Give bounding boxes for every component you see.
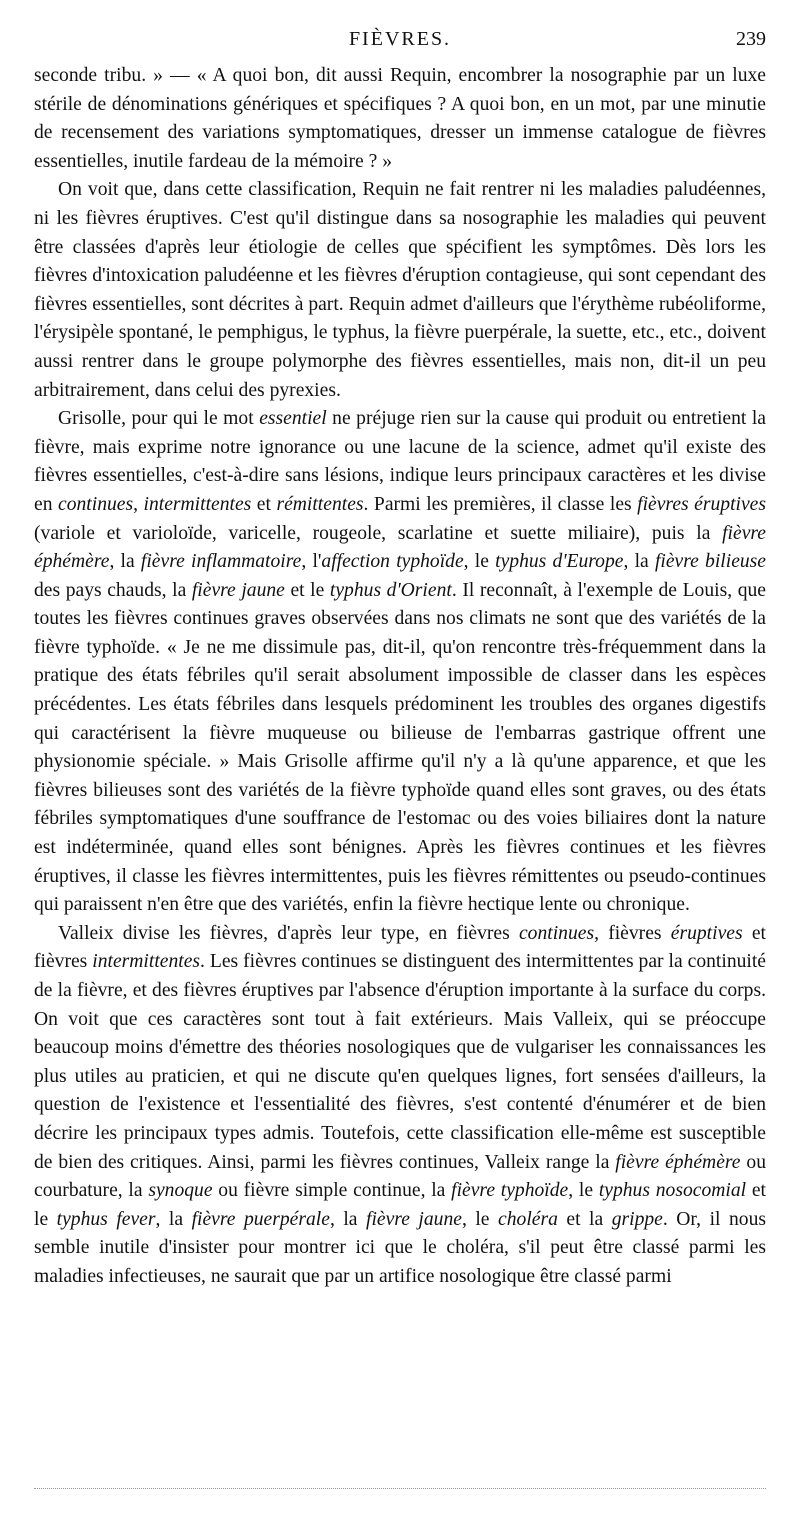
paragraph	[34, 62, 766, 176]
italic-text: fièvre jaune	[191, 579, 285, 601]
italic-text: fièvre inflammatoire	[140, 551, 302, 573]
italic-text: intermittentes	[143, 493, 252, 515]
italic-text: continues	[58, 493, 134, 515]
italic-text: intermittentes	[92, 951, 201, 973]
italic-text: fièvre jaune	[366, 1208, 462, 1230]
italic-text: synoque	[148, 1180, 213, 1202]
italic-text: fièvre éphémère	[34, 522, 766, 573]
text-run: des pays chauds, la	[34, 579, 192, 601]
text-run: , le	[568, 1180, 599, 1202]
italic-text: rémittentes	[276, 493, 364, 515]
text-run: . Il reconnaît, à l'exemple de Louis, que toutes les fièvres continues graves observées dans nos climats ne sont que des variétés de la fièvre typhoïde. « Je ne me dissimule pas, dit-il, qu'on rencontre très-fréquemment dans la pratique des états fébriles qu'il serait absolument impossible de classer dans les espèces précédentes. Les états fébriles dans lesquels prédominent les troubles des organes digestifs qui caractérisent la fièvre muqueuse ou bilieuse de l'embarras gastrique offrent une physionomie spéciale. » Mais Grisolle affirme qu'il n'y a là qu'une apparence, et que les fièvres bilieuses sont des variétés de la fièvre typhoïde quand elles sont graves, ou des états fébriles symptomatiques d'une souffrance de l'estomac ou des voies biliaires dont la nature est indéterminée, quand elles sont bénignes. Après les fièvres continues et les fièvres éruptives, il classe les fièvres intermittentes, puis les fièvres rémittentes ou pseudo-continues qui paraissent n'en être que des variétés, enfin la fièvre hectique lente ou chronique.	[34, 579, 766, 916]
running-head	[34, 28, 766, 58]
italic-text: fièvre bilieuse	[654, 551, 767, 573]
text-run: , le	[463, 551, 496, 573]
italic-text: grippe	[611, 1208, 663, 1230]
text-run: , l'	[301, 551, 322, 573]
text-run: et	[251, 493, 277, 515]
italic-text: typhus d'Orient	[329, 579, 452, 601]
text-run: , la	[109, 551, 141, 573]
italic-text: typhus d'Europe	[495, 551, 624, 573]
paragraph	[34, 405, 766, 920]
italic-text: continues	[518, 922, 595, 944]
body-text	[34, 62, 766, 1292]
text-run: seconde tribu. » — « A quoi bon, dit aussi Requin, encombrer la nosographie par un luxe stérile de dénominations génériques et spécifiques ? A quoi bon, en un mot, par une minutie de recensement des variations symptomatiques, dresser un immense catalogue de fièvres essentielles, inutile fardeau de la mémoire ? »	[34, 65, 766, 172]
text-run: , la	[329, 1208, 367, 1230]
page-number: 239	[736, 28, 766, 50]
text-run: On voit que, dans cette classification, Requin ne fait rentrer ni les maladies paludéennes, ni les fièvres éruptives. C'est qu'il distingue dans sa nosographie les maladies qui peuvent être classées d'après leur étiologie de celles que spécifient les symptômes. Dès lors les fièvres d'intoxication paludéenne et les fièvres d'éruption contagieuse, qui sont cependant des fièvres essentielles, sont décrites à part. Requin admet d'ailleurs que l'érythème rubéoliforme, l'érysipèle spontané, le pemphigus, le typhus, la fièvre puerpérale, la suette, etc., etc., doivent aussi rentrer dans le groupe polymorphe des fièvres essentielles, mais non, dit-il un peu arbitrairement, dans celui des pyrexies.	[34, 179, 766, 401]
italic-text: typhus nosocomial	[598, 1180, 747, 1202]
italic-text: typhus fever	[56, 1208, 156, 1230]
text-run: ou courbature, la	[34, 1151, 766, 1202]
italic-text: éruptives	[670, 922, 743, 944]
italic-text: fièvres éruptives	[637, 493, 766, 515]
text-run: et le	[34, 1180, 766, 1230]
italic-text: essentiel	[259, 408, 327, 430]
paragraph	[34, 920, 766, 1292]
italic-text: fièvre puerpérale	[191, 1208, 330, 1230]
italic-text: affection typhoïde	[321, 551, 464, 573]
text-run: Grisolle, pour qui le mot	[58, 408, 260, 430]
footer-rule	[34, 1488, 766, 1489]
italic-text: fièvre éphémère	[615, 1151, 741, 1173]
text-run: . Les fièvres continues se distinguent des intermittentes par la continuité de la fièvre, et des fièvres éruptives par l'absence d'éruption importante à la surface du corps. On voit que ces caractères sont tout à fait extérieurs. Mais Valleix, qui se préoccupe beaucoup moins d'émettre des théories nosologiques que de vulgariser les connaissances les plus utiles au praticien, et qui ne discute qu'en quelques lignes, fort sensées d'ailleurs, la question de l'existence et l'essentialité des fièvres, s'est contenté d'énumérer et de bien décrire les principaux types admis. Toutefois, cette classification elle-même est susceptible de bien des critiques. Ainsi, parmi les fièvres continues, Valleix range la	[34, 951, 766, 1173]
paragraph	[34, 176, 766, 405]
text-run: ,	[133, 493, 144, 515]
text-run: et la	[557, 1208, 612, 1230]
text-run: , fièvres	[594, 922, 671, 944]
text-run: ne préjuge rien sur la cause qui produit ou entretient la fièvre, mais exprime notre ignorance ou une lacune de la science, admet qu'il existe des fièvres essentielles, c'est-à-dire sans lésions, indique leurs principaux caractères et les divise en	[34, 408, 767, 515]
text-run: ou fièvre simple continue, la	[212, 1180, 452, 1202]
text-run: , la	[155, 1208, 192, 1230]
text-run: (variole et varioloïde, varicelle, rougeole, scarlatine et suette miliaire), puis la	[34, 522, 723, 544]
italic-text: fièvre typhoïde	[451, 1180, 569, 1202]
text-run: Valleix divise les fièvres, d'après leur type, en fièvres	[58, 922, 519, 944]
text-run: et le	[284, 579, 330, 601]
text-run: et fièvres	[34, 922, 766, 973]
italic-text: choléra	[498, 1208, 558, 1230]
text-run: . Parmi les premières, il classe les	[363, 493, 638, 515]
text-run: . Or, il nous semble inutile d'insister pour montrer ici que le choléra, s'il peut être classé parmi les maladies infectieuses, ne saurait que par un artifice nosologique être classé parmi	[34, 1208, 767, 1287]
running-title: FIÈVRES.	[348, 28, 452, 50]
text-run: , la	[623, 551, 655, 573]
text-run: , le	[461, 1208, 499, 1230]
